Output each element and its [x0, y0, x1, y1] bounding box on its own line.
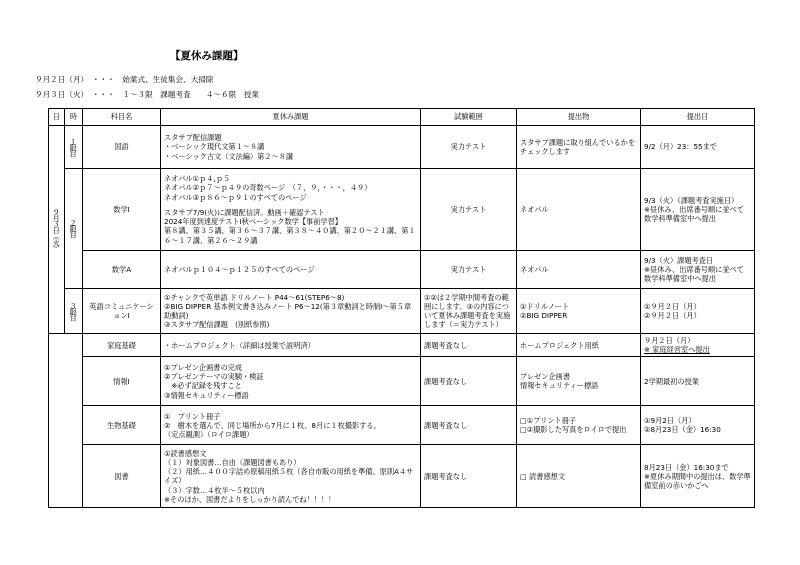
exam-cell: 実力テスト — [421, 126, 517, 169]
table-row — [49, 334, 755, 357]
due-cell: 2学期最初の授業 — [641, 357, 755, 406]
subject-cell: 情報Ⅰ — [83, 357, 161, 406]
subject-cell: 数学Ⅰ — [83, 169, 161, 251]
period-cell — [65, 126, 83, 169]
due-cell: ①9月2日（月） ②8月23日（金）16:30 — [641, 406, 755, 445]
subject-cell: 数学A — [83, 251, 161, 289]
subject-cell: 国語 — [83, 126, 161, 169]
period-label: ３限目 — [69, 301, 79, 321]
table-row — [49, 126, 755, 169]
submission-cell: ネオパル — [517, 251, 641, 289]
submission-cell: □ 読書感想文 — [517, 445, 641, 508]
submission-cell: プレゼン企画書 情報セキュリティー標語 — [517, 357, 641, 406]
exam-cell: ①②は２学期中間考査の範囲にします。③の内容について夏休み課題考査を実施します（＝実力テスト） — [421, 289, 517, 334]
header-task: 夏休み課題 — [161, 109, 421, 126]
subject-cell: 英語コミュニケーションⅠ — [83, 289, 161, 334]
task-cell: ネオパル①ｐ４,ｐ５ ネオパル②ｐ７～ｐ４９の奇数ページ （７，９，・・・，４９） ネオパル③ｐ８６～ｐ９１のすべてのページ スタサプ7/9(火)に課題配信済。動画＋確認テスト 2024年度到達度テストⅠ秋ベーシック数学【事前学習】 第８講、第３５講、第３６～３７講、第３８～４０講、第２０～２１講、第１６～１７講、第２６～２９講 — [161, 169, 421, 251]
period-label: １限目 — [69, 137, 79, 157]
due-cell: ①９月２日（月） ②９月２日（月） — [641, 289, 755, 334]
table-row — [49, 445, 755, 508]
schedule-line: ９月３日（火） ・・・ １～３限 課題考査 ４～６限 授業 — [35, 90, 260, 99]
submission-cell: □①プリント冊子 □②撮影した写真をロイロで提出 — [517, 406, 641, 445]
exam-cell: 実力テスト — [421, 169, 517, 251]
header-day: 日 — [49, 109, 65, 126]
schedule-line: ９月２日（月） ・・・ 始業式、生徒集会、大掃除 — [35, 75, 214, 84]
day-cell — [49, 126, 65, 334]
task-cell: ①チャンクで英単語 ドリルノート P44～61(STEP6～8) ②BIG DIPPER 基本例文書き込みノート P6～12(第３章動詞と時制Ⅰ～第５章 助動詞) ③スタサプ配信課題 (別紙参照) — [161, 289, 421, 334]
day-label: ９月３日（火） — [52, 207, 62, 252]
task-cell: ①読書感想文 （１）対象図書…自由（課題図書もあり） （２）用紙…４００字詰め原稿用紙５枚（各自市販の用紙を準備、原則A４サイズ） （３）字数…４枚半～５枚以内 ※そのほか、図書だよりをしっかり読んでね！！！！ — [161, 445, 421, 508]
exam-cell: 課題考査なし — [421, 406, 517, 445]
header-submission: 提出物 — [517, 109, 641, 126]
exam-cell: 課題考査なし — [421, 334, 517, 357]
header-due-date: 提出日 — [641, 109, 755, 126]
period-cell — [65, 289, 83, 334]
period-cell — [65, 169, 83, 289]
table-row — [49, 251, 755, 289]
task-cell: ①プレゼン企画書の完成 ②プレゼンテーマの実験・検証 ※必ず記録を残すこと ③情報セキュリティー標語 — [161, 357, 421, 406]
exam-cell: 課題考査なし — [421, 357, 517, 406]
header-subject: 科目名 — [83, 109, 161, 126]
submission-cell: ネオパル — [517, 169, 641, 251]
due-cell: 8月23日（金）16:30まで ※夏休み期間中の提出は、数学準備室前の赤いかごへ — [641, 445, 755, 508]
table-row — [49, 289, 755, 334]
due-cell: 9/2（月）23：55まで — [641, 126, 755, 169]
due-cell: ９月２日（月） ※ 家庭経営室へ提出 — [641, 334, 755, 357]
period-label: ２限目 — [69, 219, 79, 238]
empty-day-period-cell — [49, 334, 83, 508]
task-cell: ネオパルｐ１０４～ｐ１２５のすべてのページ — [161, 251, 421, 289]
submission-cell: ①ドリルノート ②BIG DIPPER — [517, 289, 641, 334]
page-title: 【夏休み課題】 — [170, 50, 244, 62]
table-row — [49, 357, 755, 406]
subject-cell: 生物基礎 — [83, 406, 161, 445]
due-cell: 9/3（火）課題考査日 ※昼休み、出席番号順に並べて 数学科準備室中へ提出 — [641, 251, 755, 289]
table-row — [49, 406, 755, 445]
submission-cell: スタサプ課題に取り組んでいるかをチェックします — [517, 126, 641, 169]
task-cell: ・ホームプロジェクト（詳細は授業で説明済） — [161, 334, 421, 357]
subject-cell: 家庭基礎 — [83, 334, 161, 357]
exam-cell: 実力テスト — [421, 251, 517, 289]
due-cell: 9/3（火）（課題考査実施日） ※昼休み、出席番号順に並べて 数学科準備室中へ提出 — [641, 169, 755, 251]
header-period: 時 — [65, 109, 83, 126]
subject-cell: 図書 — [83, 445, 161, 508]
table-row — [49, 169, 755, 251]
submission-cell: ホームプロジェクト用紙 — [517, 334, 641, 357]
header-exam-scope: 試験範囲 — [421, 109, 517, 126]
task-cell: ① プリント冊子 ② 樹木を選んで、同じ場所から7月に１枚、8月に１枚撮影する。 （定点観測）（ロイロ課題） — [161, 406, 421, 445]
assignment-table — [48, 108, 755, 508]
task-cell: スタサプ配信課題 ・ベーシック現代文第１～８講 ・ベーシック古文（文法編）第２～８講 — [161, 126, 421, 169]
table-header-row — [49, 109, 755, 126]
exam-cell: 課題考査なし — [421, 445, 517, 508]
